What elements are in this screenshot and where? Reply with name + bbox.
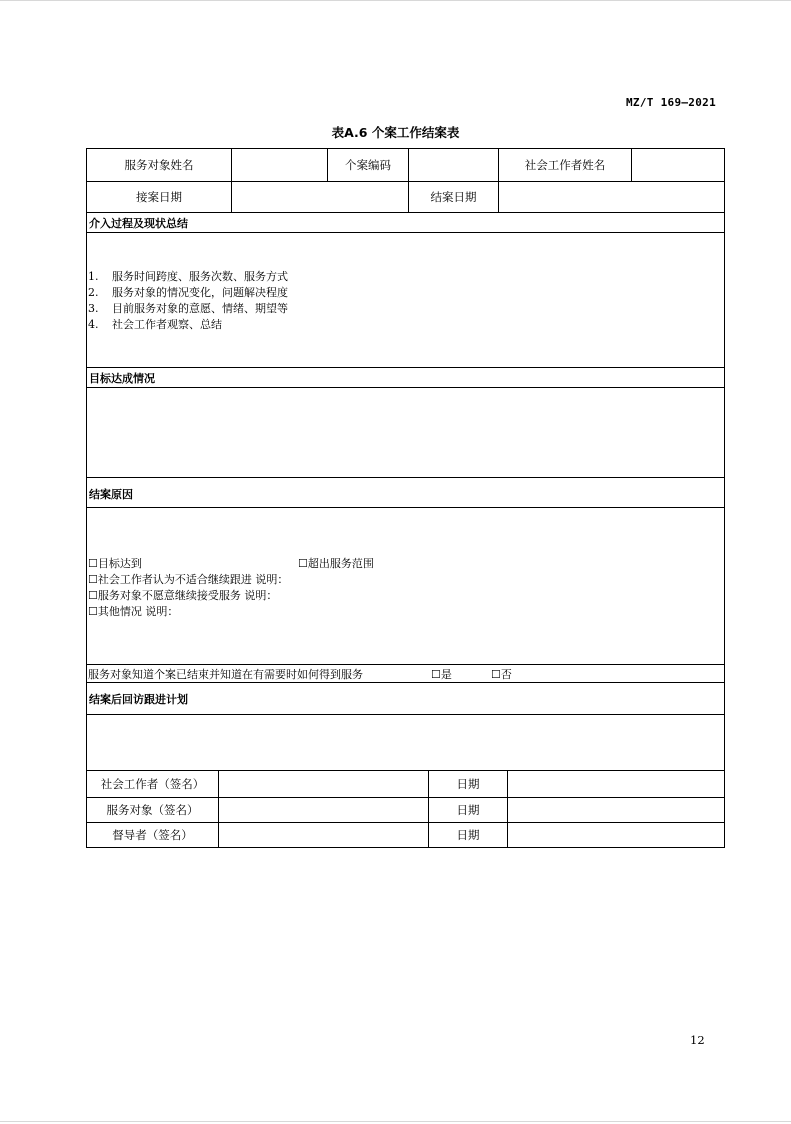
standard-code: MZ/T 169—2021 bbox=[626, 96, 716, 109]
intervention-content[interactable] bbox=[87, 233, 724, 367]
supervisor-signature-field[interactable] bbox=[219, 823, 428, 847]
goal-section-title: 目标达成情况 bbox=[89, 372, 155, 385]
closing-date-field[interactable] bbox=[499, 182, 724, 212]
table-title: 表A.6 个案工作结案表 bbox=[331, 125, 460, 140]
page-bottom-edge bbox=[0, 1121, 791, 1122]
option-client-unwilling[interactable]: ☐服务对象不愿意继续接受服务 说明： bbox=[88, 589, 278, 602]
followup-section-title: 结案后回访跟进计划 bbox=[89, 693, 188, 706]
option-worker-judgement[interactable]: ☐社会工作者认为不适合继续跟进 说明： bbox=[88, 573, 289, 586]
worker-signature-field[interactable] bbox=[219, 771, 428, 797]
client-signature-label: 服务对象（签名） bbox=[106, 803, 199, 817]
client-signature-field[interactable] bbox=[219, 798, 428, 822]
row-divider bbox=[87, 682, 724, 683]
case-no-field[interactable] bbox=[409, 149, 498, 181]
worker-date-label: 日期 bbox=[456, 777, 480, 791]
case-no-label: 个案编码 bbox=[345, 158, 391, 172]
row-divider bbox=[87, 367, 724, 368]
case-closing-form bbox=[86, 148, 725, 848]
worker-name-label: 社会工作者姓名 bbox=[524, 158, 606, 172]
row-divider bbox=[87, 212, 724, 213]
reason-section-title: 结案原因 bbox=[89, 488, 133, 501]
client-date-field[interactable] bbox=[508, 798, 724, 822]
closing-date-label: 结案日期 bbox=[430, 190, 477, 204]
intake-date-field[interactable] bbox=[232, 182, 408, 212]
intervention-item: 1. 服务时间跨度、服务次数、服务方式 bbox=[88, 270, 288, 283]
supervisor-date-label: 日期 bbox=[456, 828, 480, 842]
page-number: 12 bbox=[690, 1033, 705, 1047]
supervisor-date-field[interactable] bbox=[508, 823, 724, 847]
page-top-edge bbox=[0, 0, 791, 1]
worker-signature-label: 社会工作者（签名） bbox=[100, 777, 205, 791]
client-name-field[interactable] bbox=[232, 149, 327, 181]
row-divider bbox=[87, 477, 724, 478]
client-date-label: 日期 bbox=[456, 803, 480, 817]
row-divider bbox=[87, 664, 724, 665]
intervention-section-title: 介入过程及现状总结 bbox=[89, 217, 188, 230]
intake-date-label: 接案日期 bbox=[136, 190, 182, 204]
goal-content-area[interactable] bbox=[87, 388, 724, 477]
intervention-item: 4. 社会工作者观察、总结 bbox=[88, 318, 222, 331]
supervisor-signature-label: 督导者（签名） bbox=[112, 828, 193, 842]
worker-date-field[interactable] bbox=[508, 771, 724, 797]
option-goal-achieved[interactable]: ☐目标达到 bbox=[88, 557, 142, 570]
intervention-item: 3. 目前服务对象的意愿、情绪、期望等 bbox=[88, 302, 288, 315]
option-beyond-scope[interactable]: ☐超出服务范围 bbox=[298, 557, 374, 570]
option-other[interactable]: ☐其他情况 说明： bbox=[88, 605, 179, 618]
awareness-question: 服务对象知道个案已结束并知道在有需要时如何得到服务 bbox=[88, 668, 363, 681]
awareness-no-option[interactable]: ☐否 bbox=[491, 668, 512, 681]
followup-content-area[interactable] bbox=[87, 715, 724, 770]
row-divider bbox=[87, 507, 724, 508]
awareness-yes-option[interactable]: ☐是 bbox=[431, 668, 452, 681]
client-name-label: 服务对象姓名 bbox=[124, 158, 194, 172]
intervention-item: 2. 服务对象的情况变化，问题解决程度 bbox=[88, 286, 288, 299]
worker-name-field[interactable] bbox=[632, 149, 724, 181]
